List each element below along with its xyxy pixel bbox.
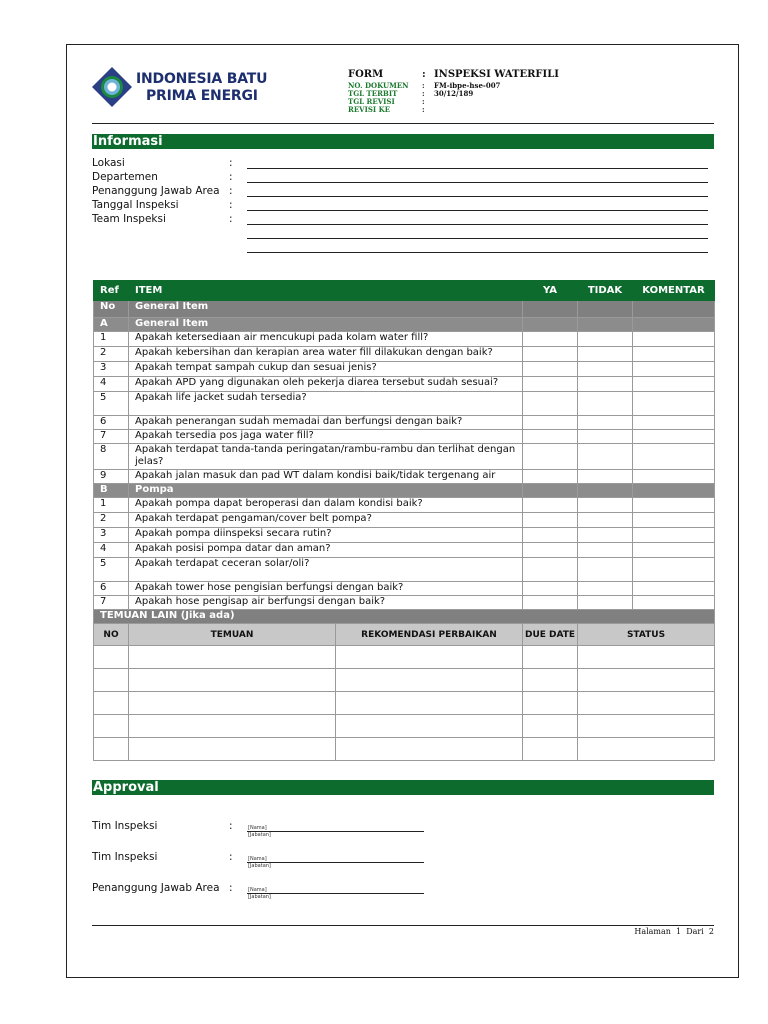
tidak-cell[interactable] [578, 543, 633, 558]
temuan-header-status: STATUS [578, 624, 715, 646]
row-ref: No [94, 301, 129, 318]
table-row [94, 347, 715, 362]
table-row [94, 582, 715, 596]
komentar-cell[interactable] [633, 416, 715, 430]
info-colon: : [229, 171, 233, 183]
tidak-cell[interactable] [578, 470, 633, 484]
row-text: Apakah tempat sampah cukup dan sesuai jenis? [129, 362, 523, 377]
temuan-cell[interactable] [129, 646, 336, 669]
ya-cell[interactable] [523, 470, 578, 484]
meta-key: FORM [348, 69, 384, 80]
temuan-no-cell[interactable] [94, 715, 129, 738]
row-text: Apakah kebersihan dan kerapian area water fill dilakukan dengan baik? [129, 347, 523, 362]
ya-cell[interactable] [523, 513, 578, 528]
row-text: Apakah life jacket sudah tersedia? [129, 392, 523, 416]
komentar-cell[interactable] [633, 444, 715, 470]
signer-role-hint: [Jabatan] [248, 894, 271, 900]
signer-colon: : [229, 820, 233, 832]
info-colon: : [229, 199, 233, 211]
signer-name-hint: [Nama] [248, 887, 267, 893]
temuan-header-due-date: DUE DATE [523, 624, 578, 646]
lokasi-field[interactable] [247, 168, 708, 169]
general-item-header-row [94, 301, 715, 318]
tidak-cell[interactable] [578, 416, 633, 430]
table-row [94, 430, 715, 444]
komentar-cell[interactable] [633, 558, 715, 582]
section-b-row [94, 484, 715, 498]
signer-role-hint: [Jabatan] [248, 863, 271, 869]
table-row [94, 498, 715, 513]
ya-cell[interactable] [523, 377, 578, 392]
meta-key: NO. DOKUMEN [348, 81, 409, 90]
meta-colon: : [422, 89, 425, 98]
meta-key: TGL TERBIT [348, 89, 398, 98]
temuan-no-cell[interactable] [94, 692, 129, 715]
temuan-cell[interactable] [129, 738, 336, 761]
rekomendasi-cell[interactable] [336, 715, 523, 738]
row-text: Apakah ketersediaan air mencukupi pada kolam water fill? [129, 332, 523, 347]
signer-colon: : [229, 851, 233, 863]
row-text: Apakah tower hose pengisian berfungsi dengan baik? [129, 582, 523, 596]
page-total: 2 [708, 927, 714, 936]
row-text: Apakah terdapat ceceran solar/oli? [129, 558, 523, 582]
meta-colon: : [422, 69, 426, 80]
komentar-cell[interactable] [633, 332, 715, 347]
komentar-cell[interactable] [633, 543, 715, 558]
row-no: 5 [94, 558, 129, 582]
row-no: 5 [94, 392, 129, 416]
header-tidak: TIDAK [578, 281, 633, 301]
row-text: Apakah terdapat pengaman/cover belt pompa? [129, 513, 523, 528]
ya-cell[interactable] [523, 416, 578, 430]
page-current: 1 [676, 927, 682, 936]
row-no: 9 [94, 470, 129, 484]
komentar-cell[interactable] [633, 430, 715, 444]
temuan-row [94, 692, 715, 715]
signer-label: Tim Inspeksi [92, 820, 158, 832]
info-label: Departemen [92, 171, 158, 183]
table-row [94, 528, 715, 543]
inspection-table [93, 280, 715, 761]
meta-colon: : [422, 97, 425, 106]
meta-revisi-ke-row [348, 105, 434, 114]
row-item: General Item [129, 301, 523, 318]
header-divider [92, 123, 714, 124]
komentar-cell[interactable] [633, 582, 715, 596]
meta-value: 30/12/189 [434, 89, 474, 98]
info-label: Team Inspeksi [92, 213, 166, 225]
tidak-cell[interactable] [578, 347, 633, 362]
row-text: Apakah jalan masuk dan pad WT dalam kondisi baik/tidak tergenang air [129, 470, 523, 484]
row-no: 4 [94, 377, 129, 392]
table-row [94, 392, 715, 416]
header-ya: YA [523, 281, 578, 301]
row-no: 7 [94, 596, 129, 610]
signature-line-2[interactable] [247, 862, 424, 863]
footer-divider [92, 925, 714, 926]
meta-form-row [348, 69, 559, 80]
status-cell[interactable] [578, 669, 715, 692]
ya-cell[interactable] [523, 347, 578, 362]
table-header-row [94, 281, 715, 301]
approval-title: Approval [92, 780, 714, 795]
row-text: Apakah pompa diinspeksi secara rutin? [129, 528, 523, 543]
penanggung-jawab-field[interactable] [247, 196, 708, 197]
tidak-cell[interactable] [578, 332, 633, 347]
ya-cell[interactable] [523, 430, 578, 444]
signer-name-hint: [Nama] [248, 825, 267, 831]
meta-value: FM-ibpe-hse-007 [434, 81, 501, 90]
page-of-label: Dari [686, 927, 704, 936]
rekomendasi-cell[interactable] [336, 646, 523, 669]
row-text: Apakah terdapat tanda-tanda peringatan/rambu-rambu dan terlihat dengan jelas? [129, 444, 523, 470]
tidak-cell[interactable] [578, 498, 633, 513]
meta-colon: : [422, 81, 425, 90]
page-number [634, 927, 714, 936]
due-date-cell[interactable] [523, 646, 578, 669]
header-komentar: KOMENTAR [633, 281, 715, 301]
komentar-cell[interactable] [633, 528, 715, 543]
temuan-row [94, 646, 715, 669]
tidak-cell[interactable] [578, 377, 633, 392]
ya-cell[interactable] [523, 332, 578, 347]
tidak-cell[interactable] [578, 596, 633, 610]
info-label: Lokasi [92, 157, 125, 169]
section-ref: A [94, 318, 129, 332]
table-row [94, 444, 715, 470]
due-date-cell[interactable] [523, 738, 578, 761]
tidak-cell[interactable] [578, 558, 633, 582]
section-title: General Item [129, 318, 523, 332]
komentar-cell[interactable] [633, 498, 715, 513]
table-row [94, 596, 715, 610]
row-text: Apakah posisi pompa datar dan aman? [129, 543, 523, 558]
temuan-no-cell[interactable] [94, 646, 129, 669]
row-no: 6 [94, 416, 129, 430]
tidak-cell[interactable] [578, 430, 633, 444]
status-cell[interactable] [578, 692, 715, 715]
status-cell[interactable] [578, 715, 715, 738]
ya-cell[interactable] [523, 528, 578, 543]
row-no: 6 [94, 582, 129, 596]
ya-cell[interactable] [523, 558, 578, 582]
temuan-no-cell[interactable] [94, 738, 129, 761]
ya-cell[interactable] [523, 362, 578, 377]
meta-key: REVISI KE [348, 105, 391, 114]
row-text: Apakah penerangan sudah memadai dan berfungsi dengan baik? [129, 416, 523, 430]
temuan-row [94, 715, 715, 738]
rekomendasi-cell[interactable] [336, 692, 523, 715]
ya-cell[interactable] [523, 498, 578, 513]
company-name-line2: PRIMA ENERGI [146, 88, 258, 104]
section-title: Pompa [129, 484, 523, 498]
signature-line-1[interactable] [247, 831, 424, 832]
temuan-row [94, 669, 715, 692]
table-row [94, 513, 715, 528]
meta-value: INSPEKSI WATERFILI [434, 69, 559, 80]
row-no: 3 [94, 528, 129, 543]
row-no: 1 [94, 332, 129, 347]
table-row [94, 332, 715, 347]
info-label: Tanggal Inspeksi [92, 199, 179, 211]
row-text: Apakah hose pengisap air berfungsi dengan baik? [129, 596, 523, 610]
komentar-cell[interactable] [633, 470, 715, 484]
table-row [94, 558, 715, 582]
signature-line-3[interactable] [247, 893, 424, 894]
tidak-cell[interactable] [578, 582, 633, 596]
company-logo [92, 67, 272, 111]
signer-label: Penanggung Jawab Area [92, 882, 220, 894]
info-colon: : [229, 185, 233, 197]
informasi-title: Informasi [92, 134, 714, 149]
info-label: Penanggung Jawab Area [92, 185, 220, 197]
tidak-cell[interactable] [578, 513, 633, 528]
team-inspeksi-field-2[interactable] [247, 238, 708, 239]
temuan-header-no: NO [94, 624, 129, 646]
section-a-row [94, 318, 715, 332]
status-cell[interactable] [578, 646, 715, 669]
komentar-cell[interactable] [633, 362, 715, 377]
meta-colon: : [422, 105, 425, 114]
company-name-line1: INDONESIA BATU [136, 71, 268, 87]
komentar-cell[interactable] [633, 377, 715, 392]
table-row [94, 362, 715, 377]
row-no: 1 [94, 498, 129, 513]
header-item: ITEM [129, 281, 523, 301]
ya-cell[interactable] [523, 596, 578, 610]
temuan-cell[interactable] [129, 715, 336, 738]
row-no: 3 [94, 362, 129, 377]
row-text: Apakah tersedia pos jaga water fill? [129, 430, 523, 444]
row-no: 2 [94, 513, 129, 528]
tidak-cell[interactable] [578, 362, 633, 377]
row-text: Apakah APD yang digunakan oleh pekerja diarea tersebut sudah sesuai? [129, 377, 523, 392]
form-page [66, 44, 739, 978]
row-no: 7 [94, 430, 129, 444]
temuan-lain-title-row [94, 610, 715, 624]
temuan-header-row [94, 624, 715, 646]
row-no: 4 [94, 543, 129, 558]
rekomendasi-cell[interactable] [336, 669, 523, 692]
table-row [94, 377, 715, 392]
header-ref: Ref [94, 281, 129, 301]
komentar-cell[interactable] [633, 347, 715, 362]
table-row [94, 470, 715, 484]
status-cell[interactable] [578, 738, 715, 761]
team-inspeksi-field-1[interactable] [247, 224, 708, 225]
temuan-cell[interactable] [129, 669, 336, 692]
team-inspeksi-field-3[interactable] [247, 252, 708, 253]
due-date-cell[interactable] [523, 715, 578, 738]
tidak-cell[interactable] [578, 444, 633, 470]
company-logo-icon [92, 67, 132, 107]
rekomendasi-cell[interactable] [336, 738, 523, 761]
page-label: Halaman [634, 927, 671, 936]
signer-role-hint: [Jabatan] [248, 832, 271, 838]
info-colon: : [229, 213, 233, 225]
ya-cell[interactable] [523, 444, 578, 470]
ya-cell[interactable] [523, 392, 578, 416]
table-row [94, 416, 715, 430]
section-ref: B [94, 484, 129, 498]
tidak-cell[interactable] [578, 528, 633, 543]
row-no: 8 [94, 444, 129, 470]
temuan-row [94, 738, 715, 761]
komentar-cell[interactable] [633, 596, 715, 610]
table-row [94, 543, 715, 558]
ya-cell[interactable] [523, 543, 578, 558]
temuan-header-rekomendasi: REKOMENDASI PERBAIKAN [336, 624, 523, 646]
temuan-cell[interactable] [129, 692, 336, 715]
due-date-cell[interactable] [523, 669, 578, 692]
info-colon: : [229, 157, 233, 169]
row-no: 2 [94, 347, 129, 362]
tidak-cell[interactable] [578, 392, 633, 416]
ya-cell[interactable] [523, 582, 578, 596]
komentar-cell[interactable] [633, 513, 715, 528]
temuan-header-temuan: TEMUAN [129, 624, 336, 646]
komentar-cell[interactable] [633, 392, 715, 416]
temuan-no-cell[interactable] [94, 669, 129, 692]
temuan-lain-title: TEMUAN LAIN (Jika ada) [94, 610, 715, 624]
signer-name-hint: [Nama] [248, 856, 267, 862]
due-date-cell[interactable] [523, 692, 578, 715]
row-text: Apakah pompa dapat beroperasi dan dalam kondisi baik? [129, 498, 523, 513]
meta-key: TGL REVISI [348, 97, 395, 106]
tanggal-inspeksi-field[interactable] [247, 210, 708, 211]
signer-colon: : [229, 882, 233, 894]
signer-label: Tim Inspeksi [92, 851, 158, 863]
departemen-field[interactable] [247, 182, 708, 183]
